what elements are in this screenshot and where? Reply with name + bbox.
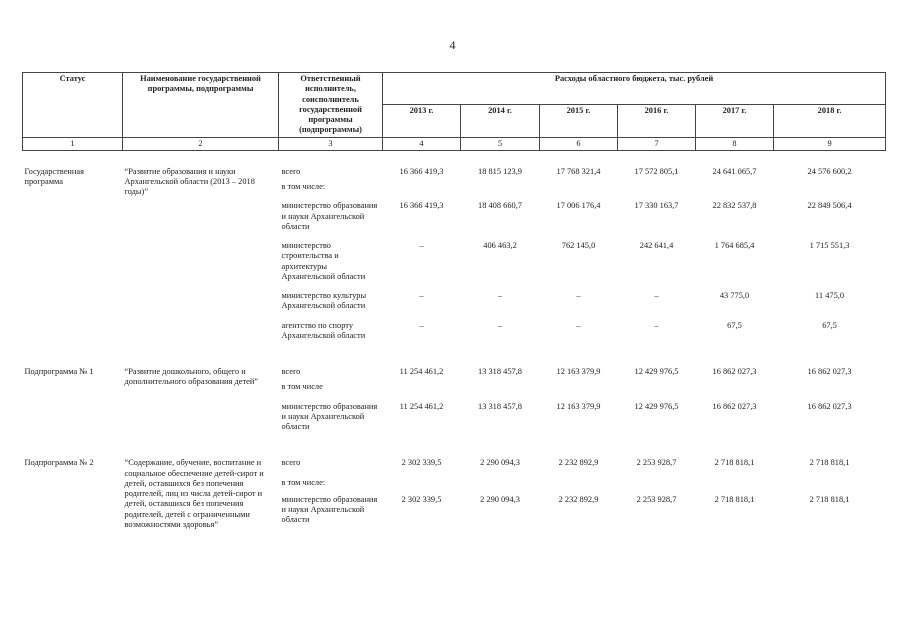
executor-cell: министерство образования и науки Архангельской области <box>281 201 378 231</box>
value-cell: 67,5 <box>822 320 837 330</box>
value-cell: 2 290 094,3 <box>480 494 520 504</box>
value-cell <box>383 473 461 490</box>
value-cell <box>461 177 540 192</box>
value-cell: 16 862 027,3 <box>807 367 852 376</box>
value-cell: 2 718 818,1 <box>809 494 850 504</box>
value-cell: 11 254 461,2 <box>399 367 444 376</box>
executor-cell: всего <box>281 367 301 376</box>
value-cell: – <box>419 291 424 300</box>
value-cell: – <box>497 291 503 300</box>
value-cell <box>696 177 774 192</box>
value-cell: 2 718 818,1 <box>809 458 850 468</box>
value-cell <box>774 177 886 192</box>
section-row <box>23 432 886 473</box>
header-year: 2015 г. <box>540 105 618 137</box>
value-cell: – <box>654 291 659 300</box>
value-cell <box>461 377 540 392</box>
value-cell: – <box>654 320 659 330</box>
value-cell: – <box>497 320 503 330</box>
page-number: 4 <box>449 38 456 52</box>
value-cell <box>774 377 886 392</box>
value-cell: 17 330 163,7 <box>634 201 679 211</box>
status-cell: Подпрограмма № 2 <box>24 458 94 468</box>
program-name-cell: “Развитие образования и науки Архангельской области (2013 – 2018 годы)” <box>124 166 255 197</box>
value-cell: 12 163 379,9 <box>556 401 601 411</box>
column-number: 2 <box>123 137 279 150</box>
header-year: 2014 г. <box>461 105 540 137</box>
header-year: 2018 г. <box>774 105 886 137</box>
value-cell: 1 715 551,3 <box>809 241 850 250</box>
value-cell <box>774 473 886 490</box>
table-header <box>23 73 886 151</box>
value-cell: 2 302 339,5 <box>401 494 442 504</box>
program-name-cell: “Развитие дошкольного, общего и дополнительного образования детей” <box>124 367 259 387</box>
value-cell: 1 764 685,4 <box>714 241 755 250</box>
header-year: 2013 г. <box>383 105 461 137</box>
value-cell: 12 163 379,9 <box>556 367 601 376</box>
value-cell: – <box>419 320 424 330</box>
column-number: 9 <box>774 137 886 150</box>
executor-cell: министерство культуры Архангельской области <box>281 291 367 311</box>
executor-cell: министерство образования и науки Архангельской области <box>281 401 378 431</box>
header-status: Статус <box>23 73 123 138</box>
header-expenses: Расходы областного бюджета, тыс. рублей <box>383 73 886 105</box>
column-number: 6 <box>540 137 618 150</box>
executor-cell: министерство образования и науки Архангельской области <box>281 494 378 525</box>
value-cell: 12 429 976,5 <box>634 367 679 376</box>
value-cell: 406 463,2 <box>483 241 517 250</box>
executor-cell: в том числе: <box>281 182 326 191</box>
section-row <box>23 341 886 377</box>
section-row <box>23 150 886 177</box>
program-name-cell: “Содержание, обучение, воспитание и социальное обеспечение детей-сирот и детей, оставшихся без попечения родителей, лиц из числа детей-сирот и детей, оставшихся без попечения родителей, детей с ограниченными возможностями здоровья” <box>124 458 264 529</box>
value-cell: – <box>576 320 581 330</box>
value-cell: – <box>576 291 581 300</box>
value-cell: 18 815 123,9 <box>478 166 522 176</box>
budget-table <box>22 72 886 530</box>
value-cell: 16 862 027,3 <box>712 401 757 411</box>
header-year: 2016 г. <box>618 105 696 137</box>
value-cell: 12 429 976,5 <box>634 401 679 411</box>
value-cell: 16 862 027,3 <box>712 367 757 376</box>
header-name: Наименование государственной программы, подпрограммы <box>123 73 279 138</box>
value-cell: 17 572 805,1 <box>634 166 679 176</box>
value-cell: 43 775,0 <box>719 291 750 300</box>
value-cell <box>696 473 774 490</box>
value-cell <box>618 473 696 490</box>
value-cell: 2 253 928,7 <box>636 494 677 504</box>
executor-cell: министерство строительства и архитектуры Архангельской области <box>281 241 366 281</box>
column-number: 5 <box>461 137 540 150</box>
value-cell: 11 475,0 <box>815 291 845 300</box>
status-cell: Государственная программа <box>24 166 84 186</box>
value-cell: 24 641 065,7 <box>712 166 757 176</box>
executor-cell: в том числе: <box>281 478 326 488</box>
value-cell <box>618 177 696 192</box>
header-year: 2017 г. <box>696 105 774 137</box>
column-number-row <box>23 137 886 150</box>
column-number: 3 <box>279 137 383 150</box>
value-cell: 16 366 419,3 <box>399 166 444 176</box>
table-body <box>23 150 886 530</box>
value-cell <box>540 377 618 392</box>
value-cell: – <box>419 241 424 250</box>
column-number: 7 <box>618 137 696 150</box>
value-cell: 2 253 928,7 <box>636 458 677 468</box>
value-cell <box>540 177 618 192</box>
value-cell <box>540 473 618 490</box>
value-cell: 2 718 818,1 <box>714 458 755 468</box>
header-executor: Ответственный исполнитель, соисполнитель государственной программы (подпрограммы) <box>279 73 383 138</box>
executor-cell: агентство по спорту Архангельской области <box>281 320 366 340</box>
value-cell: 13 318 457,8 <box>478 367 522 376</box>
value-cell: 11 254 461,2 <box>399 401 444 411</box>
value-cell: 2 718 818,1 <box>714 494 755 504</box>
value-cell: 22 832 537,8 <box>712 201 757 211</box>
executor-cell: всего <box>281 458 301 468</box>
value-cell: 16 366 419,3 <box>399 201 444 211</box>
value-cell <box>383 377 461 392</box>
value-cell: 13 318 457,8 <box>478 401 522 411</box>
value-cell <box>383 177 461 192</box>
value-cell: 2 232 892,9 <box>558 494 599 504</box>
value-cell: 18 408 660,7 <box>478 201 522 211</box>
value-cell: 2 302 339,5 <box>401 458 442 468</box>
column-number: 8 <box>696 137 774 150</box>
value-cell: 16 862 027,3 <box>807 401 852 411</box>
value-cell: 17 006 176,4 <box>556 201 601 211</box>
value-cell: 242 641,4 <box>639 241 674 250</box>
value-cell: 2 290 094,3 <box>480 458 520 468</box>
value-cell: 22 849 506,4 <box>807 201 852 211</box>
value-cell: 24 576 600,2 <box>807 166 852 176</box>
executor-cell: в том числе <box>281 382 323 392</box>
column-number: 4 <box>383 137 461 150</box>
column-number: 1 <box>23 137 123 150</box>
value-cell: 17 768 321,4 <box>556 166 601 176</box>
value-cell: 67,5 <box>727 320 742 330</box>
value-cell <box>618 377 696 392</box>
value-cell: 2 232 892,9 <box>558 458 599 468</box>
value-cell <box>461 473 540 490</box>
executor-cell: всего <box>281 166 301 176</box>
value-cell: 762 145,0 <box>561 241 596 250</box>
status-cell: Подпрограмма № 1 <box>24 367 94 376</box>
value-cell <box>696 377 774 392</box>
